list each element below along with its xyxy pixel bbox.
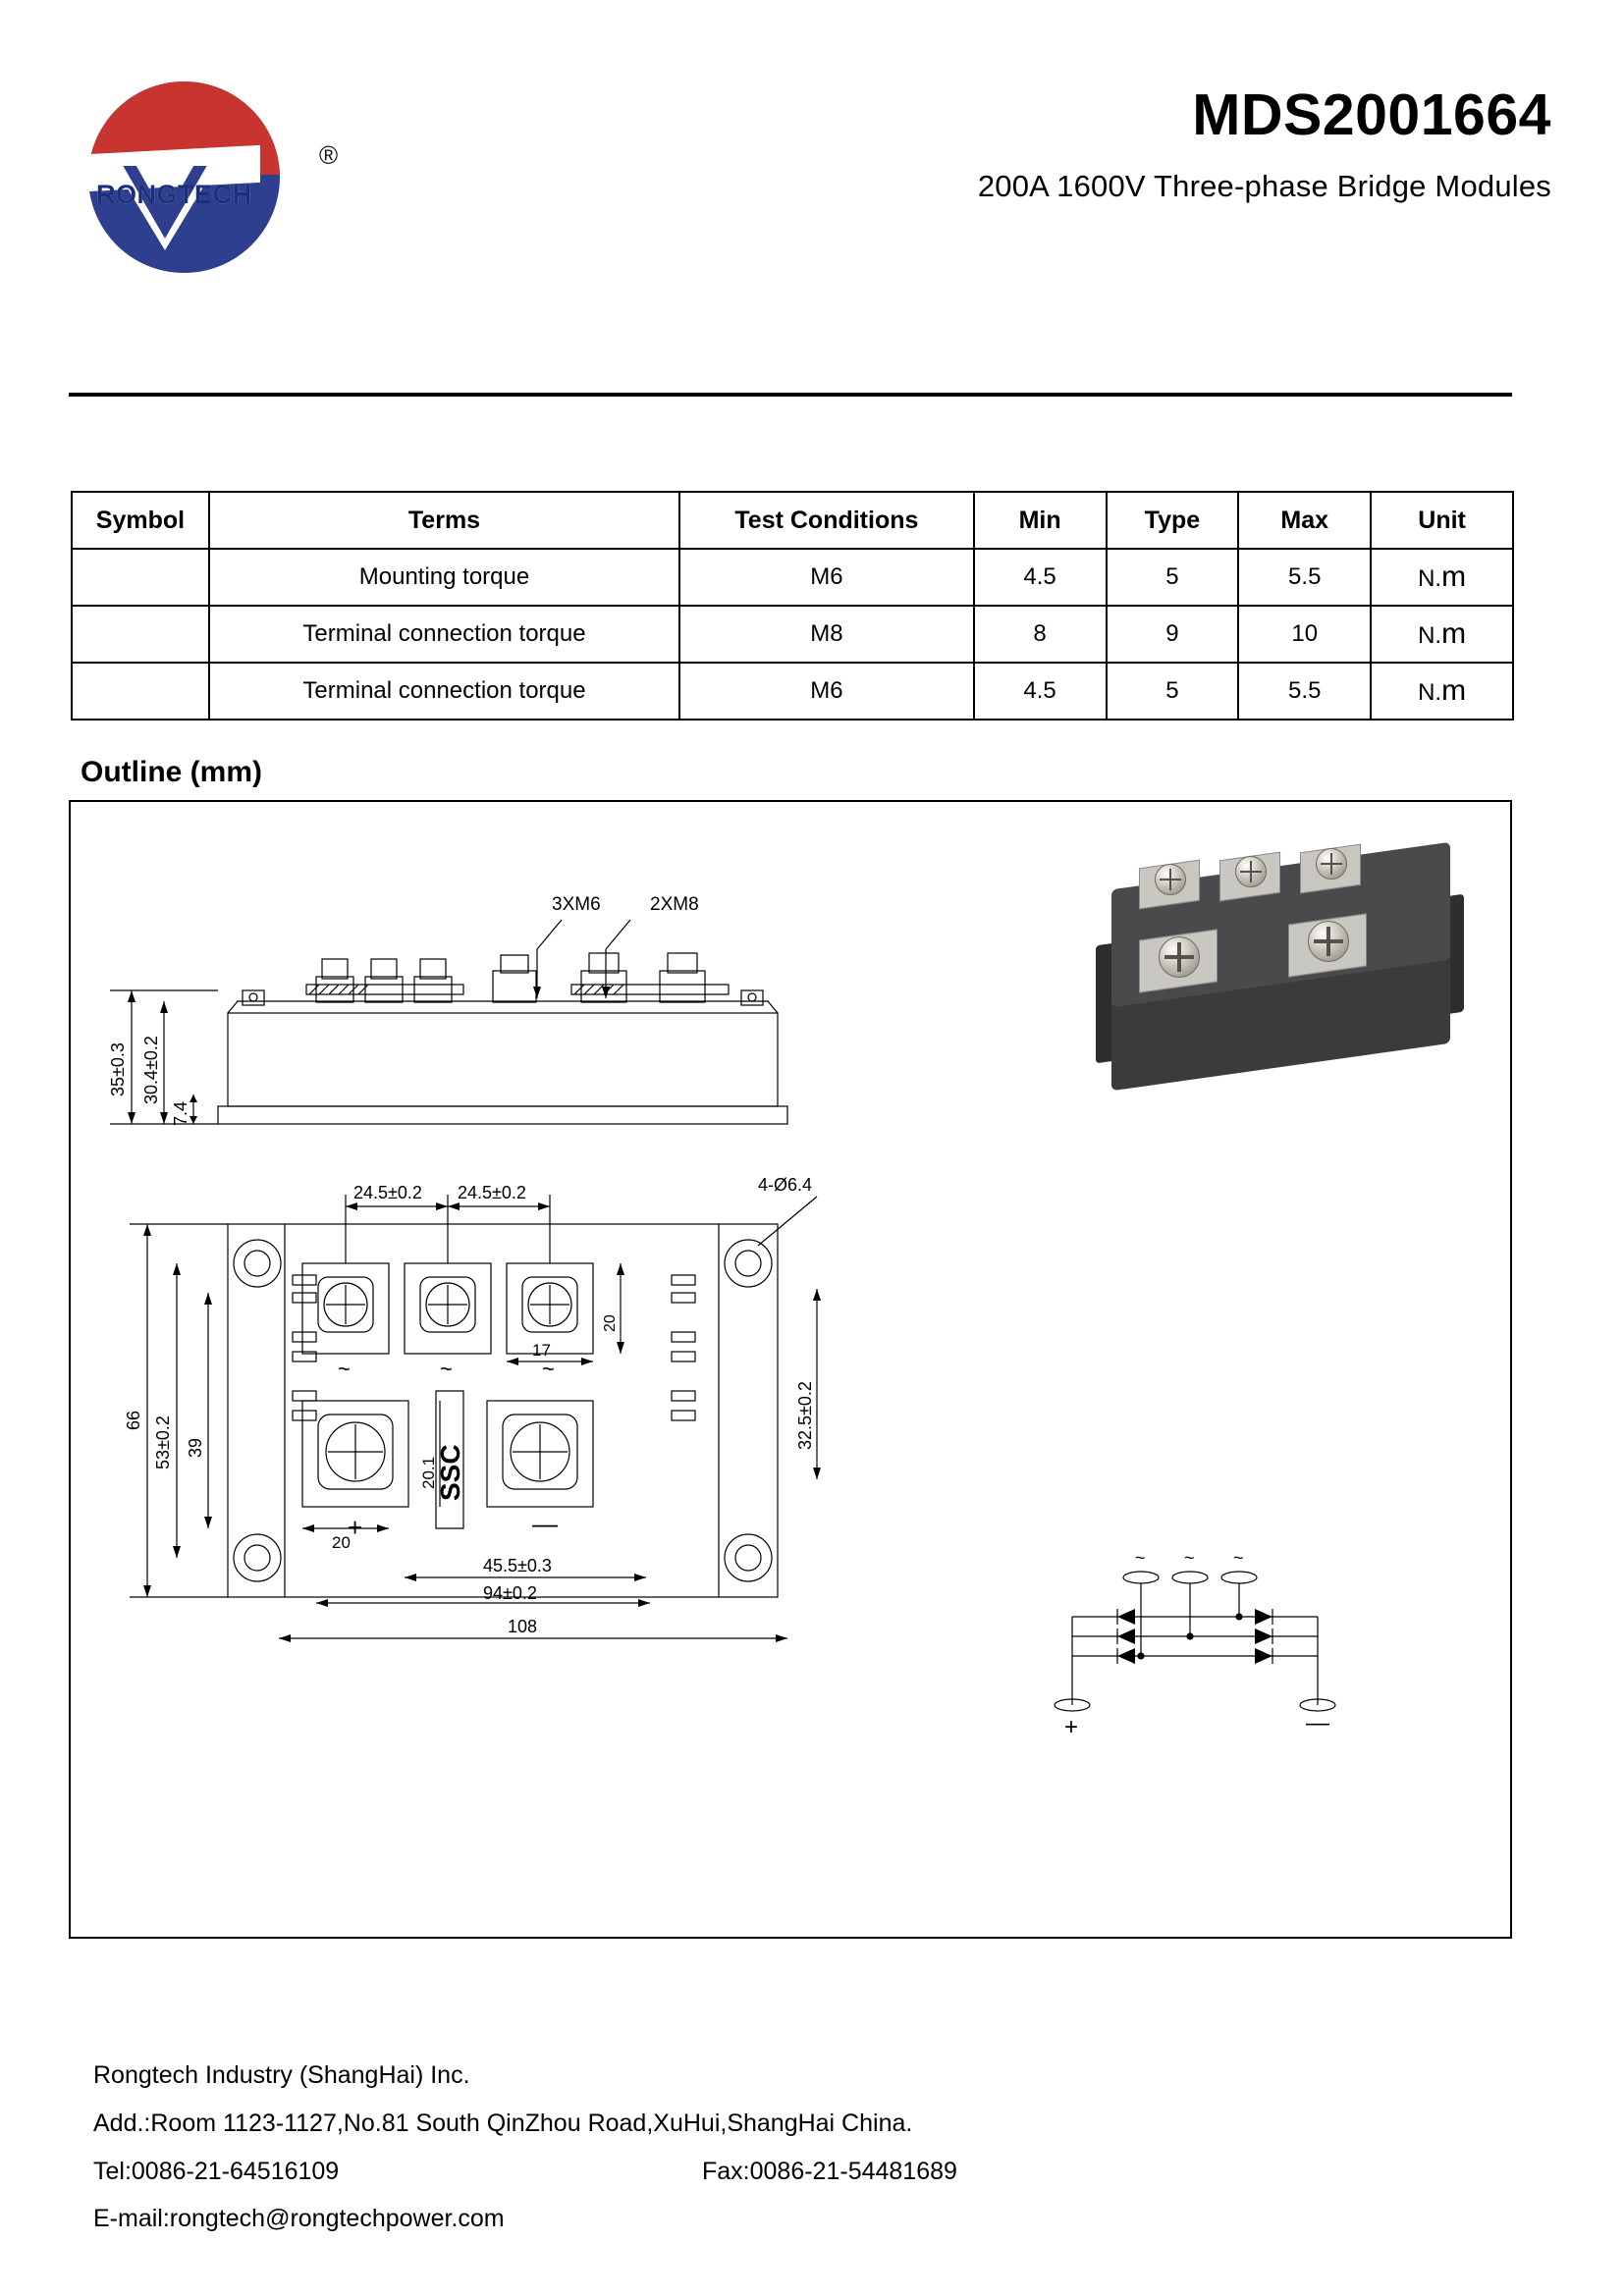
- dim-hole: 4-Ø6.4: [758, 1175, 813, 1195]
- dim-304: 30.4±0.2: [141, 1036, 161, 1104]
- dim-201: 20.1: [419, 1456, 438, 1489]
- unit-suffix: m: [1441, 561, 1467, 593]
- table-row: [72, 663, 1513, 720]
- cell-conditions: M6: [679, 549, 974, 606]
- schematic-ac-2: ~: [1184, 1548, 1195, 1568]
- dim-53: 53±0.2: [153, 1415, 173, 1469]
- cell-conditions: M6: [679, 663, 974, 720]
- unit-suffix: m: [1441, 674, 1467, 707]
- footer-address: Add.:Room 1123-1127,No.81 South QinZhou Road,XuHui,ShangHai China.: [93, 2109, 913, 2137]
- cell-unit: [1371, 606, 1513, 663]
- cell-symbol: [72, 606, 209, 663]
- dim-pitch-1: 24.5±0.2: [353, 1183, 422, 1202]
- dim-20b: 20: [332, 1533, 351, 1552]
- schematic-dc-minus: —: [1306, 1710, 1329, 1736]
- dim-20a: 20: [602, 1314, 619, 1332]
- cell-type: 5: [1107, 663, 1239, 720]
- title-block: [471, 83, 1551, 204]
- dim-74: 7.4: [171, 1100, 190, 1126]
- cell-terms: Terminal connection torque: [209, 663, 679, 720]
- footer-contact-row: [93, 2148, 1468, 2196]
- cell-terms: Mounting torque: [209, 549, 679, 606]
- footer-fax: Fax:0086-21-54481689: [702, 2157, 957, 2185]
- page-title: MDS2001664: [1192, 82, 1551, 147]
- unit-prefix: N.: [1418, 622, 1442, 649]
- dim-108: 108: [508, 1617, 538, 1636]
- unit-prefix: N.: [1418, 679, 1442, 706]
- cell-symbol: [72, 549, 209, 606]
- screw-icon: [1235, 856, 1267, 887]
- label-2xm8: 2XM8: [650, 894, 699, 915]
- header-divider: [69, 393, 1512, 397]
- label-dc-minus: —: [532, 1509, 558, 1538]
- dim-39: 39: [186, 1437, 205, 1458]
- label-ac-2: ~: [440, 1357, 453, 1381]
- column-header-unit: Unit: [1371, 492, 1513, 549]
- product-photo: [1082, 827, 1475, 1082]
- screw-icon: [1155, 864, 1186, 895]
- cell-symbol: [72, 663, 209, 720]
- screw-icon: [1316, 848, 1347, 880]
- page-footer: [93, 2052, 1468, 2243]
- unit-prefix: N.: [1418, 565, 1442, 592]
- cell-max: 10: [1238, 606, 1371, 663]
- cell-unit: [1371, 663, 1513, 720]
- label-3xm6: 3XM6: [552, 894, 601, 915]
- cell-type: 5: [1107, 549, 1239, 606]
- footer-company: Rongtech Industry (ShangHai) Inc.: [93, 2061, 470, 2089]
- cell-unit: [1371, 549, 1513, 606]
- column-header-terms: Terms: [209, 492, 679, 549]
- column-header-max: Max: [1238, 492, 1371, 549]
- table-row: [72, 549, 1513, 606]
- table-header-row: [72, 492, 1513, 549]
- cell-min: 8: [974, 606, 1107, 663]
- page-subtitle: 200A 1600V Three-phase Bridge Modules: [977, 168, 1551, 203]
- dim-455: 45.5±0.3: [483, 1556, 552, 1575]
- cell-max: 5.5: [1238, 663, 1371, 720]
- screw-icon: [1159, 936, 1200, 978]
- cell-max: 5.5: [1238, 549, 1371, 606]
- dim-325: 32.5±0.2: [795, 1381, 815, 1450]
- label-ac-3: ~: [542, 1357, 555, 1381]
- column-header-symbol: Symbol: [72, 492, 209, 549]
- cell-type: 9: [1107, 606, 1239, 663]
- schematic-dc-plus: +: [1064, 1714, 1079, 1740]
- column-header-min: Min: [974, 492, 1107, 549]
- label-ac-1: ~: [338, 1357, 351, 1381]
- dim-66: 66: [124, 1410, 143, 1430]
- outline-drawing-panel: [69, 800, 1512, 1939]
- registered-trademark-icon: ®: [319, 140, 339, 170]
- table-row: [72, 606, 1513, 663]
- screw-icon: [1308, 921, 1349, 962]
- logo-wordmark: RONGTECH: [96, 180, 252, 209]
- cell-conditions: M8: [679, 606, 974, 663]
- dim-pitch-2: 24.5±0.2: [458, 1183, 526, 1202]
- column-header-test-conditions: Test Conditions: [679, 492, 974, 549]
- column-header-type: Type: [1107, 492, 1239, 549]
- cell-min: 4.5: [974, 549, 1107, 606]
- unit-suffix: m: [1441, 617, 1467, 650]
- footer-tel: Tel:0086-21-64516109: [93, 2157, 340, 2185]
- dim-35: 35±0.3: [108, 1042, 128, 1096]
- dim-17: 17: [532, 1341, 551, 1360]
- outline-heading: Outline (mm): [81, 756, 262, 788]
- company-logo: [69, 64, 339, 294]
- dim-94: 94±0.2: [483, 1583, 537, 1603]
- schematic-ac-1: ~: [1135, 1548, 1146, 1568]
- page-header: [69, 54, 1551, 299]
- specifications-table: [71, 491, 1514, 721]
- schematic-ac-3: ~: [1233, 1548, 1244, 1568]
- label-ssc: SSC: [435, 1444, 465, 1501]
- cell-terms: Terminal connection torque: [209, 606, 679, 663]
- cell-min: 4.5: [974, 663, 1107, 720]
- footer-email: E-mail:rongtech@rongtechpower.com: [93, 2205, 505, 2233]
- label-dc-plus: +: [348, 1513, 363, 1542]
